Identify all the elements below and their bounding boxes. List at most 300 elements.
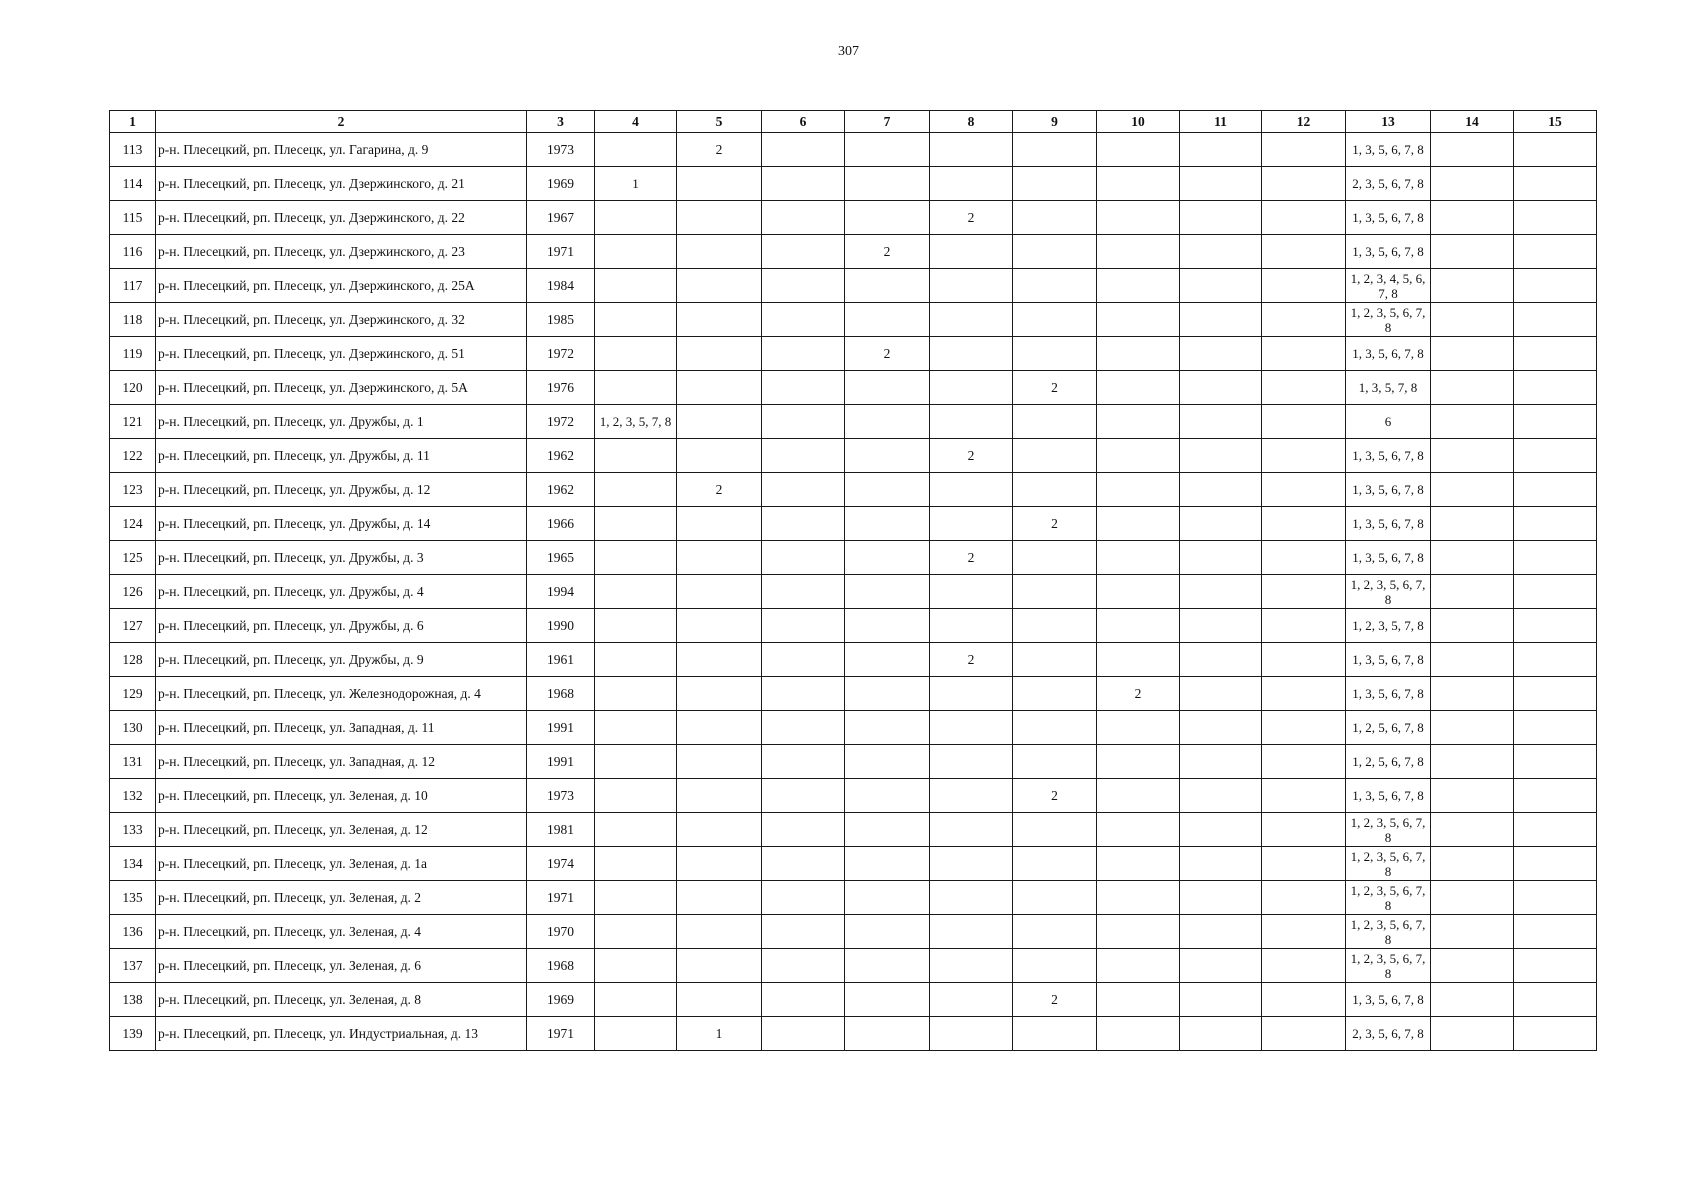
table-cell bbox=[1180, 371, 1262, 405]
table-cell bbox=[845, 779, 930, 813]
table-cell bbox=[1180, 915, 1262, 949]
table-cell: 1991 bbox=[527, 745, 595, 779]
table-cell: 6 bbox=[1346, 405, 1431, 439]
table-cell bbox=[1097, 167, 1180, 201]
table-cell bbox=[1262, 235, 1346, 269]
table-cell: 128 bbox=[110, 643, 156, 677]
table-cell bbox=[1013, 745, 1097, 779]
column-header: 9 bbox=[1013, 111, 1097, 133]
column-header: 14 bbox=[1431, 111, 1514, 133]
table-cell bbox=[595, 269, 677, 303]
table-cell: 1, 3, 5, 6, 7, 8 bbox=[1346, 779, 1431, 813]
table-cell bbox=[1431, 201, 1514, 235]
table-cell bbox=[930, 1017, 1013, 1051]
table-cell bbox=[930, 949, 1013, 983]
table-cell bbox=[1262, 507, 1346, 541]
table-cell: 1, 2, 3, 5, 7, 8 bbox=[1346, 609, 1431, 643]
table-cell bbox=[1514, 745, 1597, 779]
table-cell bbox=[1431, 439, 1514, 473]
table-cell: 2 bbox=[1013, 371, 1097, 405]
table-cell bbox=[677, 303, 762, 337]
table-cell bbox=[1431, 235, 1514, 269]
address-cell: р-н. Плесецкий, рп. Плесецк, ул. Дзержинского, д. 23 bbox=[156, 235, 527, 269]
table-cell bbox=[1013, 201, 1097, 235]
table-cell bbox=[677, 371, 762, 405]
table-row bbox=[110, 949, 1597, 983]
table-cell bbox=[1514, 235, 1597, 269]
table-cell bbox=[1013, 473, 1097, 507]
address-cell: р-н. Плесецкий, рп. Плесецк, ул. Дружбы, д. 4 bbox=[156, 575, 527, 609]
table-cell: 2 bbox=[930, 643, 1013, 677]
table-cell bbox=[1013, 847, 1097, 881]
table-cell: 2, 3, 5, 6, 7, 8 bbox=[1346, 1017, 1431, 1051]
table-cell bbox=[1097, 541, 1180, 575]
table-cell bbox=[845, 303, 930, 337]
table-cell bbox=[845, 983, 930, 1017]
table-cell bbox=[1180, 507, 1262, 541]
table-cell: 1, 2, 3, 4, 5, 6, 7, 8 bbox=[1346, 269, 1431, 303]
table-cell bbox=[1262, 439, 1346, 473]
table-cell: 1971 bbox=[527, 1017, 595, 1051]
table-cell bbox=[930, 133, 1013, 167]
table-cell bbox=[677, 235, 762, 269]
table-cell bbox=[677, 745, 762, 779]
table-row bbox=[110, 575, 1597, 609]
table-cell: 2, 3, 5, 6, 7, 8 bbox=[1346, 167, 1431, 201]
table-cell: 139 bbox=[110, 1017, 156, 1051]
table-cell: 126 bbox=[110, 575, 156, 609]
column-header: 15 bbox=[1514, 111, 1597, 133]
table-cell bbox=[1013, 813, 1097, 847]
table-cell bbox=[1180, 1017, 1262, 1051]
table-cell bbox=[1262, 983, 1346, 1017]
table-cell bbox=[1097, 575, 1180, 609]
table-cell bbox=[1013, 269, 1097, 303]
table-cell: 2 bbox=[677, 133, 762, 167]
table-cell: 1973 bbox=[527, 133, 595, 167]
table-cell: 1, 2, 3, 5, 6, 7, 8 bbox=[1346, 575, 1431, 609]
table-row bbox=[110, 507, 1597, 541]
table-cell bbox=[762, 575, 845, 609]
table-cell bbox=[1514, 337, 1597, 371]
table-cell bbox=[762, 337, 845, 371]
table-cell: 130 bbox=[110, 711, 156, 745]
table-cell bbox=[1180, 575, 1262, 609]
table-cell: 1, 2, 3, 5, 6, 7, 8 bbox=[1346, 813, 1431, 847]
table-cell: 2 bbox=[930, 541, 1013, 575]
table-cell: 1 bbox=[677, 1017, 762, 1051]
table-cell: 2 bbox=[1097, 677, 1180, 711]
table-cell bbox=[930, 609, 1013, 643]
table-cell bbox=[930, 847, 1013, 881]
table-cell bbox=[1514, 881, 1597, 915]
table-cell bbox=[595, 133, 677, 167]
table-cell bbox=[845, 575, 930, 609]
table-cell bbox=[1013, 677, 1097, 711]
table-cell bbox=[677, 779, 762, 813]
table-cell bbox=[1262, 949, 1346, 983]
table-cell bbox=[1514, 813, 1597, 847]
table-cell bbox=[1431, 507, 1514, 541]
table-cell bbox=[845, 677, 930, 711]
table-cell bbox=[595, 541, 677, 575]
table-cell bbox=[1097, 915, 1180, 949]
table-cell bbox=[1514, 371, 1597, 405]
table-cell bbox=[595, 745, 677, 779]
table-cell bbox=[1514, 915, 1597, 949]
column-header: 11 bbox=[1180, 111, 1262, 133]
table-cell bbox=[762, 779, 845, 813]
table-cell bbox=[677, 711, 762, 745]
column-header: 8 bbox=[930, 111, 1013, 133]
table-cell bbox=[1431, 303, 1514, 337]
table-cell bbox=[1180, 439, 1262, 473]
table-cell bbox=[595, 371, 677, 405]
table-cell bbox=[845, 201, 930, 235]
table-cell bbox=[1514, 949, 1597, 983]
table-cell: 129 bbox=[110, 677, 156, 711]
address-cell: р-н. Плесецкий, рп. Плесецк, ул. Дружбы, д. 9 bbox=[156, 643, 527, 677]
table-cell bbox=[595, 711, 677, 745]
table-cell: 2 bbox=[930, 439, 1013, 473]
table-cell bbox=[1180, 677, 1262, 711]
table-cell bbox=[845, 745, 930, 779]
table-cell: 1, 2, 3, 5, 6, 7, 8 bbox=[1346, 847, 1431, 881]
table-cell bbox=[930, 269, 1013, 303]
table-body bbox=[110, 133, 1597, 1051]
table-cell bbox=[845, 847, 930, 881]
table-cell bbox=[1097, 1017, 1180, 1051]
table-cell: 1968 bbox=[527, 949, 595, 983]
table-cell bbox=[1262, 167, 1346, 201]
table-cell: 1, 3, 5, 6, 7, 8 bbox=[1346, 201, 1431, 235]
table-cell bbox=[595, 949, 677, 983]
table-cell bbox=[762, 813, 845, 847]
table-cell: 1976 bbox=[527, 371, 595, 405]
table-cell: 1968 bbox=[527, 677, 595, 711]
table-cell bbox=[677, 983, 762, 1017]
table-cell bbox=[1013, 949, 1097, 983]
address-cell: р-н. Плесецкий, рп. Плесецк, ул. Индустриальная, д. 13 bbox=[156, 1017, 527, 1051]
table-cell bbox=[930, 405, 1013, 439]
table-cell bbox=[1180, 711, 1262, 745]
table-cell bbox=[1180, 201, 1262, 235]
table-cell bbox=[1013, 337, 1097, 371]
table-cell: 2 bbox=[845, 337, 930, 371]
table-cell bbox=[762, 473, 845, 507]
table-cell bbox=[1180, 643, 1262, 677]
table-cell bbox=[845, 1017, 930, 1051]
table-cell bbox=[1262, 371, 1346, 405]
table-cell bbox=[930, 677, 1013, 711]
table-cell bbox=[1262, 337, 1346, 371]
table-cell bbox=[1431, 847, 1514, 881]
table-cell bbox=[595, 337, 677, 371]
table-cell bbox=[762, 949, 845, 983]
table-cell bbox=[1180, 813, 1262, 847]
table-cell bbox=[677, 677, 762, 711]
address-cell: р-н. Плесецкий, рп. Плесецк, ул. Зеленая, д. 1а bbox=[156, 847, 527, 881]
table-cell bbox=[930, 167, 1013, 201]
header-row bbox=[110, 111, 1597, 133]
table-cell bbox=[845, 439, 930, 473]
table-cell bbox=[1431, 167, 1514, 201]
table-cell bbox=[1514, 677, 1597, 711]
table-cell: 113 bbox=[110, 133, 156, 167]
table-cell bbox=[1013, 405, 1097, 439]
table-cell bbox=[1431, 405, 1514, 439]
table-row bbox=[110, 167, 1597, 201]
table-cell bbox=[1097, 813, 1180, 847]
table-cell bbox=[1514, 303, 1597, 337]
table-row bbox=[110, 915, 1597, 949]
table-cell bbox=[1013, 167, 1097, 201]
table-cell bbox=[1262, 405, 1346, 439]
table-cell bbox=[762, 1017, 845, 1051]
table-cell bbox=[845, 609, 930, 643]
table-cell bbox=[930, 473, 1013, 507]
table-cell: 2 bbox=[930, 201, 1013, 235]
address-cell: р-н. Плесецкий, рп. Плесецк, ул. Западная, д. 12 bbox=[156, 745, 527, 779]
table-row bbox=[110, 337, 1597, 371]
table-cell: 131 bbox=[110, 745, 156, 779]
table-cell bbox=[762, 711, 845, 745]
table-row bbox=[110, 609, 1597, 643]
table-cell bbox=[762, 133, 845, 167]
table-cell: 2 bbox=[1013, 983, 1097, 1017]
page-number: 307 bbox=[838, 44, 859, 59]
table-cell bbox=[1431, 133, 1514, 167]
table-cell bbox=[1262, 201, 1346, 235]
table-cell bbox=[595, 439, 677, 473]
table-cell bbox=[1514, 439, 1597, 473]
table-cell bbox=[1013, 915, 1097, 949]
table-row bbox=[110, 881, 1597, 915]
table-cell bbox=[1262, 881, 1346, 915]
address-cell: р-н. Плесецкий, рп. Плесецк, ул. Дружбы, д. 11 bbox=[156, 439, 527, 473]
table-cell bbox=[1514, 507, 1597, 541]
table-cell bbox=[1097, 881, 1180, 915]
table-cell bbox=[762, 847, 845, 881]
address-cell: р-н. Плесецкий, рп. Плесецк, ул. Дзержинского, д. 21 bbox=[156, 167, 527, 201]
table-cell bbox=[930, 983, 1013, 1017]
table-cell bbox=[1431, 371, 1514, 405]
table-cell bbox=[595, 235, 677, 269]
table-cell bbox=[1262, 1017, 1346, 1051]
table-cell bbox=[1180, 269, 1262, 303]
table-cell bbox=[1514, 473, 1597, 507]
table-cell bbox=[1180, 779, 1262, 813]
table-cell bbox=[1097, 235, 1180, 269]
table-cell bbox=[845, 371, 930, 405]
table-cell bbox=[1097, 201, 1180, 235]
table-cell bbox=[845, 915, 930, 949]
column-header: 7 bbox=[845, 111, 930, 133]
table-cell bbox=[677, 439, 762, 473]
table-cell bbox=[677, 813, 762, 847]
table-cell: 114 bbox=[110, 167, 156, 201]
table-cell: 1, 2, 3, 5, 6, 7, 8 bbox=[1346, 303, 1431, 337]
table-cell: 1990 bbox=[527, 609, 595, 643]
table-cell: 1, 3, 5, 6, 7, 8 bbox=[1346, 507, 1431, 541]
table-cell bbox=[595, 847, 677, 881]
table-cell bbox=[1180, 881, 1262, 915]
table-cell bbox=[1097, 405, 1180, 439]
table-cell bbox=[1262, 575, 1346, 609]
table-cell bbox=[1097, 949, 1180, 983]
table-cell: 1962 bbox=[527, 473, 595, 507]
table-cell: 1970 bbox=[527, 915, 595, 949]
table-cell: 1, 3, 5, 6, 7, 8 bbox=[1346, 643, 1431, 677]
table-cell bbox=[930, 813, 1013, 847]
table-cell bbox=[1013, 133, 1097, 167]
table-cell bbox=[1097, 983, 1180, 1017]
table-cell: 1, 3, 5, 6, 7, 8 bbox=[1346, 133, 1431, 167]
table-cell bbox=[1013, 439, 1097, 473]
table-cell bbox=[1431, 269, 1514, 303]
table-cell bbox=[1013, 1017, 1097, 1051]
table-cell: 2 bbox=[1013, 779, 1097, 813]
table-cell bbox=[845, 813, 930, 847]
table-cell: 124 bbox=[110, 507, 156, 541]
table-cell bbox=[1262, 745, 1346, 779]
table-cell bbox=[1097, 371, 1180, 405]
table-cell bbox=[930, 915, 1013, 949]
table-cell bbox=[762, 507, 845, 541]
table-row bbox=[110, 677, 1597, 711]
table-cell bbox=[845, 643, 930, 677]
table-row bbox=[110, 371, 1597, 405]
table-cell bbox=[1262, 473, 1346, 507]
table-cell bbox=[1013, 881, 1097, 915]
table-cell bbox=[1180, 745, 1262, 779]
table-cell bbox=[930, 575, 1013, 609]
table-cell: 1984 bbox=[527, 269, 595, 303]
address-cell: р-н. Плесецкий, рп. Плесецк, ул. Зеленая, д. 8 bbox=[156, 983, 527, 1017]
table-cell bbox=[1180, 541, 1262, 575]
table-cell bbox=[1431, 881, 1514, 915]
table-cell bbox=[1431, 745, 1514, 779]
table-cell bbox=[930, 337, 1013, 371]
address-cell: р-н. Плесецкий, рп. Плесецк, ул. Зеленая, д. 10 bbox=[156, 779, 527, 813]
table-cell bbox=[762, 609, 845, 643]
table-cell bbox=[1514, 643, 1597, 677]
table-cell bbox=[595, 677, 677, 711]
table-cell: 1962 bbox=[527, 439, 595, 473]
table-cell bbox=[1097, 439, 1180, 473]
table-cell: 1972 bbox=[527, 405, 595, 439]
table-cell bbox=[1097, 779, 1180, 813]
table-cell bbox=[1097, 133, 1180, 167]
table-cell bbox=[1514, 541, 1597, 575]
column-header: 4 bbox=[595, 111, 677, 133]
column-header: 2 bbox=[156, 111, 527, 133]
table-cell bbox=[595, 1017, 677, 1051]
table-cell bbox=[595, 609, 677, 643]
table-cell bbox=[1180, 303, 1262, 337]
table-cell bbox=[1013, 541, 1097, 575]
table-cell bbox=[1180, 473, 1262, 507]
table-cell bbox=[930, 711, 1013, 745]
address-cell: р-н. Плесецкий, рп. Плесецк, ул. Дзержинского, д. 32 bbox=[156, 303, 527, 337]
table-row bbox=[110, 201, 1597, 235]
column-header: 3 bbox=[527, 111, 595, 133]
table-cell bbox=[1097, 473, 1180, 507]
table-cell bbox=[845, 167, 930, 201]
table-cell bbox=[1262, 643, 1346, 677]
table-cell bbox=[1514, 269, 1597, 303]
address-cell: р-н. Плесецкий, рп. Плесецк, ул. Дзержинского, д. 25А bbox=[156, 269, 527, 303]
table-cell bbox=[1180, 167, 1262, 201]
table-cell: 1971 bbox=[527, 235, 595, 269]
table-cell bbox=[1097, 643, 1180, 677]
table-cell bbox=[1097, 303, 1180, 337]
address-cell: р-н. Плесецкий, рп. Плесецк, ул. Зеленая, д. 4 bbox=[156, 915, 527, 949]
table-cell: 115 bbox=[110, 201, 156, 235]
address-cell: р-н. Плесецкий, рп. Плесецк, ул. Зеленая, д. 12 bbox=[156, 813, 527, 847]
table-cell bbox=[930, 881, 1013, 915]
table-cell bbox=[762, 643, 845, 677]
table-cell bbox=[1097, 711, 1180, 745]
column-header: 1 bbox=[110, 111, 156, 133]
table-cell bbox=[1262, 677, 1346, 711]
table-cell bbox=[1431, 813, 1514, 847]
table-cell bbox=[1514, 167, 1597, 201]
table-cell bbox=[1097, 269, 1180, 303]
table-cell bbox=[1180, 609, 1262, 643]
table-cell bbox=[845, 949, 930, 983]
table-cell: 1966 bbox=[527, 507, 595, 541]
table-cell: 1, 3, 5, 6, 7, 8 bbox=[1346, 541, 1431, 575]
table-cell bbox=[1262, 915, 1346, 949]
table-cell: 1974 bbox=[527, 847, 595, 881]
table-cell bbox=[1013, 711, 1097, 745]
table-cell bbox=[677, 167, 762, 201]
table-cell bbox=[677, 915, 762, 949]
table-cell bbox=[677, 643, 762, 677]
table-cell bbox=[677, 609, 762, 643]
table-cell: 132 bbox=[110, 779, 156, 813]
table-cell bbox=[1013, 575, 1097, 609]
table-cell: 1973 bbox=[527, 779, 595, 813]
table-cell: 1, 3, 5, 6, 7, 8 bbox=[1346, 677, 1431, 711]
table-cell bbox=[930, 507, 1013, 541]
table-cell bbox=[1013, 609, 1097, 643]
table-cell bbox=[845, 541, 930, 575]
table-cell: 135 bbox=[110, 881, 156, 915]
table-cell bbox=[1262, 269, 1346, 303]
address-cell: р-н. Плесецкий, рп. Плесецк, ул. Дружбы, д. 3 bbox=[156, 541, 527, 575]
table-cell bbox=[1431, 1017, 1514, 1051]
table-cell bbox=[1013, 303, 1097, 337]
table-cell bbox=[595, 779, 677, 813]
table-cell bbox=[595, 303, 677, 337]
table-cell: 117 bbox=[110, 269, 156, 303]
table-cell: 1, 3, 5, 6, 7, 8 bbox=[1346, 337, 1431, 371]
table-cell bbox=[1262, 847, 1346, 881]
table-cell bbox=[1097, 337, 1180, 371]
table-cell bbox=[1262, 303, 1346, 337]
table-cell: 2 bbox=[845, 235, 930, 269]
address-cell: р-н. Плесецкий, рп. Плесецк, ул. Дружбы, д. 14 bbox=[156, 507, 527, 541]
table-cell bbox=[1262, 813, 1346, 847]
table-cell bbox=[595, 915, 677, 949]
table-cell: 1985 bbox=[527, 303, 595, 337]
table-cell bbox=[677, 847, 762, 881]
table-row bbox=[110, 235, 1597, 269]
table-cell bbox=[762, 745, 845, 779]
table-cell bbox=[762, 303, 845, 337]
